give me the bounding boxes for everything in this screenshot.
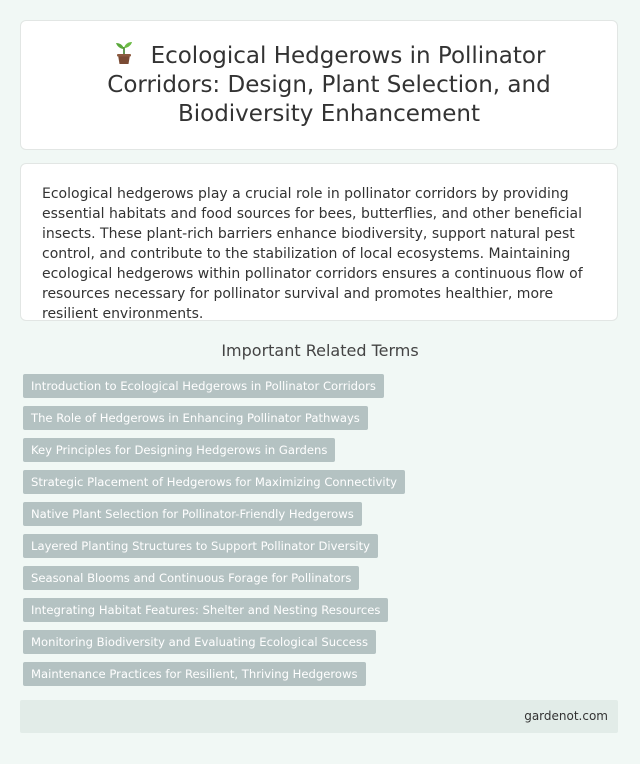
related-term-5[interactable]: Native Plant Selection for Pollinator-Friendly Hedgerows: [23, 502, 362, 526]
related-terms-heading: Important Related Terms: [221, 341, 419, 360]
intro-card: [20, 163, 618, 321]
footer-site-link[interactable]: gardenot.com: [524, 709, 608, 723]
footer: [20, 700, 618, 733]
related-term-1[interactable]: Introduction to Ecological Hedgerows in Pollinator Corridors: [23, 374, 384, 398]
related-term-6[interactable]: Layered Planting Structures to Support Pollinator Diversity: [23, 534, 378, 558]
page-title-text: Ecological Hedgerows in Pollinator Corridors: Design, Plant Selection, and Biodiversity Enhancement: [107, 43, 551, 127]
related-term-7[interactable]: Seasonal Blooms and Continuous Forage for Pollinators: [23, 566, 359, 590]
title-card: [20, 20, 618, 150]
intro-text: Ecological hedgerows play a crucial role in pollinator corridors by providing essential habitats and food sources for bees, butterflies, and other beneficial insects. These plant-rich barriers enhance biodiversity, support natural pest control, and contribute to the stabilization of local ecosystems. Maintaining ecological hedgerows within pollinator corridors ensures a continuous flow of resources necessary for pollinator survival and promotes healthier, more resilient environments.: [42, 186, 583, 322]
related-term-3[interactable]: Key Principles for Designing Hedgerows in Gardens: [23, 438, 335, 462]
related-term-10[interactable]: Maintenance Practices for Resilient, Thriving Hedgerows: [23, 662, 366, 686]
page-title: [61, 41, 597, 129]
related-term-4[interactable]: Strategic Placement of Hedgerows for Maximizing Connectivity: [23, 470, 405, 494]
related-term-8[interactable]: Integrating Habitat Features: Shelter and Nesting Resources: [23, 598, 388, 622]
related-terms-list: [23, 374, 405, 694]
related-term-2[interactable]: The Role of Hedgerows in Enhancing Pollinator Pathways: [23, 406, 368, 430]
related-term-9[interactable]: Monitoring Biodiversity and Evaluating Ecological Success: [23, 630, 376, 654]
sprout-icon: [113, 41, 135, 65]
